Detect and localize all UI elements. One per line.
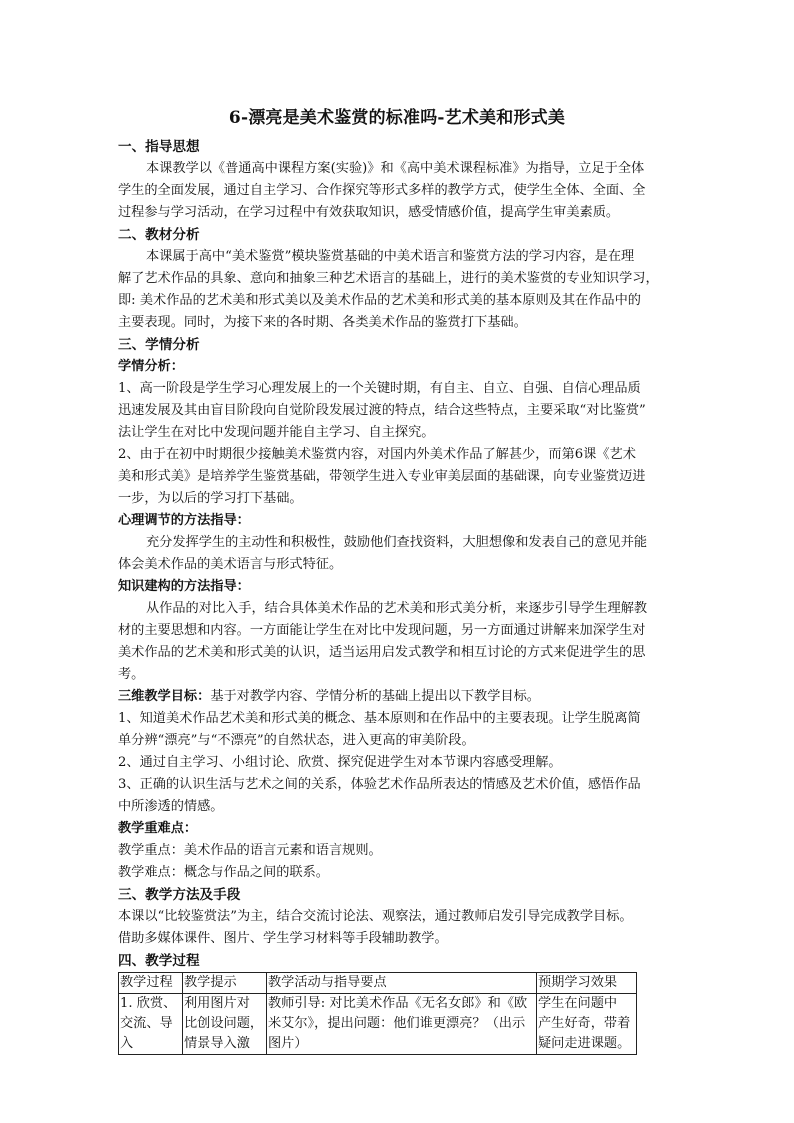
paragraph-line: 从作品的对比入手，结合具体美术作品的艺术美和形式美分析，来逐步引导学生理解教 [146, 601, 648, 616]
table-row [119, 994, 637, 1055]
cell-line: 图片） [268, 1036, 308, 1051]
cell-line: 1. 欣赏、 [120, 996, 177, 1011]
paragraph-line: 1、高一阶段是学生学习心理发展上的一个关键时期，有自主、自立、自强、自信心理品质 [118, 381, 641, 396]
paragraph-line: 体会美术作品的美术语言与形式特征。 [118, 557, 343, 572]
paragraph-line: 2、由于在初中时期很少接触美术鉴赏内容，对国内外美术作品了解甚少，而第6课《艺术 [118, 447, 636, 462]
paragraph-line: 借助多媒体课件、图片、学生学习材料等手段辅助教学。 [118, 931, 448, 946]
cell-line: 教师引导: 对比美术作品《无名女郎》和《欧 [268, 996, 528, 1011]
goals-label: 三维教学目标： [118, 689, 211, 704]
cell-line: 产生好奇，带着 [538, 1016, 631, 1031]
section-heading-methods: 三、教学方法及手段 [118, 887, 241, 903]
subheading-knowledge: 知识建构的方法指导： [118, 579, 250, 594]
paragraph-line: 2、通过自主学习、小组讨论、欣赏、探究促进学生对本节课内容感受理解。 [118, 755, 562, 770]
paragraph-line: 解了艺术作品的具象、意向和抽象三种艺术语言的基础上，进行的美术鉴赏的专业知识学习， [118, 271, 659, 286]
goals-line [118, 686, 540, 708]
cell-line: 疑问走进课题。 [538, 1036, 631, 1051]
paragraph-line: 考。 [118, 667, 145, 682]
subheading-key-points: 教学重难点： [118, 821, 198, 836]
paragraph-line: 法让学生在对比中发现问题并能自主学习、自主探究。 [118, 425, 435, 440]
paragraph-line: 过程参与学习活动，在学习过程中有效获取知识，感受情感价值，提高学生审美素质。 [118, 205, 620, 220]
paragraph-line: 3、正确的认识生活与艺术之间的关系，体验艺术作品所表达的情感及艺术价值，感悟作品 [118, 777, 641, 792]
paragraph-line: 学生的全面发展，通过自主学习、合作探究等形式多样的教学方式，使学生全体、全面、全 [118, 183, 646, 198]
cell-line: 米艾尔》，提出问题：他们谁更漂亮？（出示 [268, 1016, 526, 1031]
section-heading-learner-analysis: 三、学情分析 [118, 337, 200, 353]
paragraph-line: 主要表现。同时，为接下来的各时期、各类美术作品的鉴赏打下基础。 [118, 315, 527, 330]
table-cell-effect [537, 994, 637, 1055]
paragraph-line: 迅速发展及其由盲目阶段向自觉阶段发展过渡的特点，结合这些特点，主要采取“对比鉴赏” [118, 403, 646, 418]
cell-line: 利用图片对 [184, 996, 250, 1011]
table-cell-stage [119, 994, 183, 1055]
cell-line: 学生在问题中 [538, 996, 618, 1011]
cell-line: 交流、导入 [120, 1016, 173, 1051]
table-header-cell: 预期学习效果 [537, 973, 637, 994]
goals-text: 基于对教学内容、学情分析的基础上提出以下教学目标。 [210, 689, 540, 704]
paragraph-line: 一步，为以后的学习打下基础。 [118, 491, 303, 506]
paragraph-line: 材的主要思想和内容。一方面能让学生在对比中发现问题，另一方面通过讲解来加深学生对 [118, 623, 646, 638]
paragraph-line: 教学重点：美术作品的语言元素和语言规则。 [118, 843, 382, 858]
paragraph-line: 本课教学以《普通高中课程方案(实验)》和《高中美术课程标准》为指导，立足于全体 [146, 161, 645, 176]
section-heading-guiding-ideology: 一、指导思想 [118, 139, 200, 155]
table-header-cell: 教学活动与指导要点 [267, 973, 537, 994]
paragraph-line: 1、知道美术作品艺术美和形式美的概念、基本原则和在作品中的主要表现。让学生脱离简 [118, 711, 641, 726]
document-title: 6-漂亮是美术鉴赏的标准吗-艺术美和形式美 [228, 108, 566, 128]
table-header-cell: 教学提示 [183, 973, 267, 994]
teaching-process-table [118, 972, 637, 1055]
table-cell-activity [267, 994, 537, 1055]
paragraph-line: 充分发挥学生的主动性和积极性，鼓励他们查找资料，大胆想像和发表自己的意见并能 [146, 535, 648, 550]
cell-line: 情景导入激 [184, 1036, 250, 1051]
paragraph-line: 本课以“比较鉴赏法”为主，结合交流讨论法、观察法，通过教师启发引导完成教学目标。 [118, 909, 633, 924]
section-heading-process: 四、教学过程 [118, 953, 200, 969]
subheading-learner-analysis: 学情分析： [118, 359, 184, 374]
cell-line: 比创设问题， [184, 1016, 264, 1031]
paragraph-line: 中所渗透的情感。 [118, 799, 224, 814]
paragraph-line: 单分辨“漂亮”与“不漂亮”的自然状态，进入更高的审美阶段。 [118, 733, 475, 748]
paragraph-line: 美术作品的艺术美和形式美的认识，适当运用启发式教学和相互讨论的方式来促进学生的思 [118, 645, 646, 660]
section-heading-textbook-analysis: 二、教材分析 [118, 227, 200, 243]
table-header-row [119, 973, 637, 994]
paragraph-line: 美和形式美》是培养学生鉴赏基础，带领学生进入专业审美层面的基础课，向专业鉴赏迈进 [118, 469, 646, 484]
table-cell-hint [183, 994, 267, 1055]
table-header-cell: 教学过程 [119, 973, 183, 994]
paragraph-line: 教学难点：概念与作品之间的联系。 [118, 865, 329, 880]
paragraph-line: 即: 美术作品的艺术美和形式美以及美术作品的艺术美和形式美的基本原则及其在作品中的 [118, 293, 641, 308]
paragraph-line: 本课属于高中“美术鉴赏”模块鉴赏基础的中美术语言和鉴赏方法的学习内容，是在理 [146, 249, 635, 264]
subheading-psychology: 心理调节的方法指导： [118, 513, 250, 528]
